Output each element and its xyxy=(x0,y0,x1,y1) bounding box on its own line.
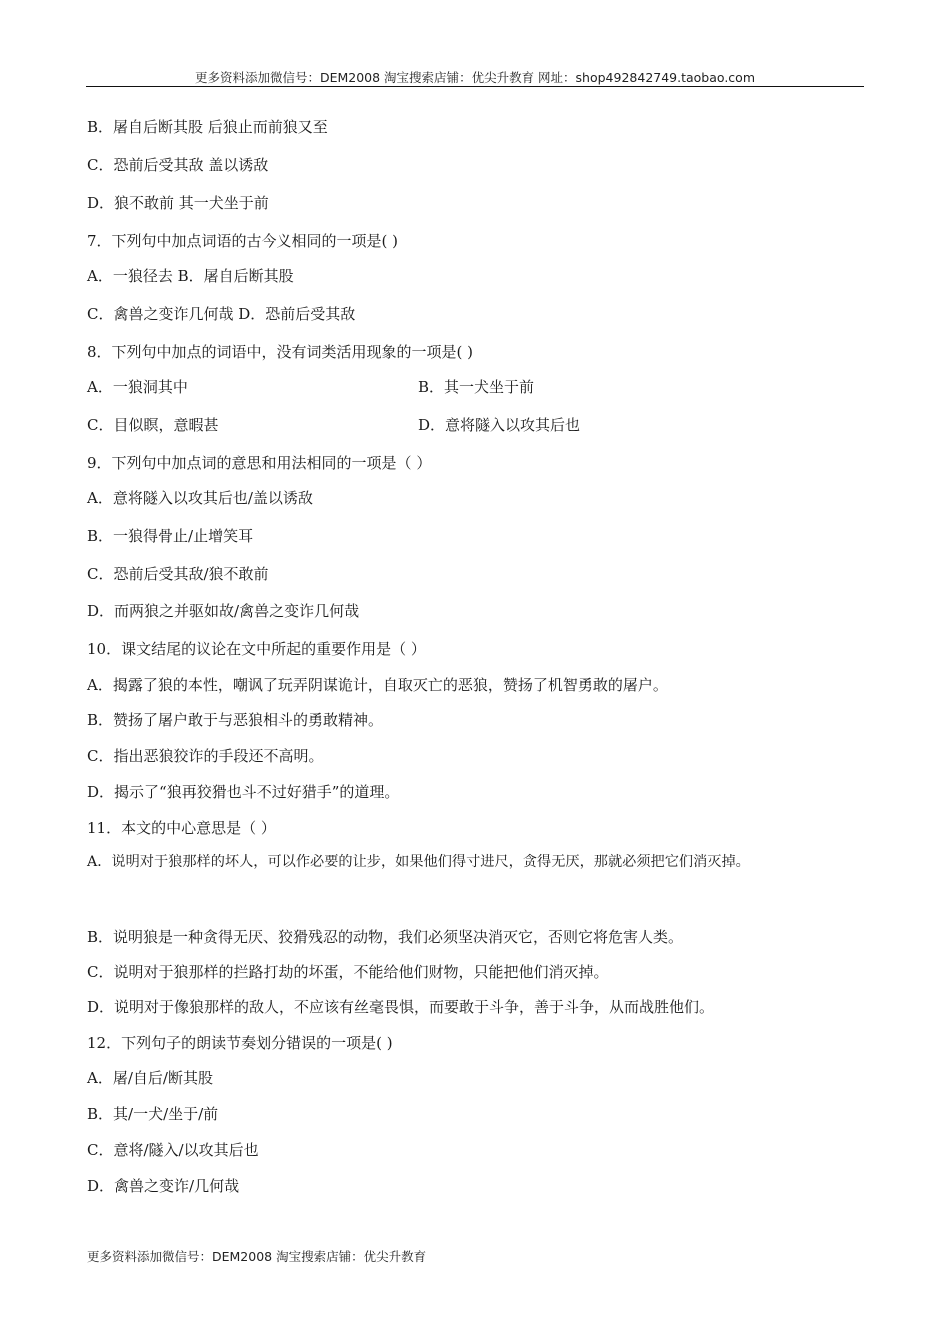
option-d: D．说明对于像狼那样的敌人，不应该有丝毫畏惧，而要敢于斗争，善于斗争，从而战胜他们。 xyxy=(87,998,715,1016)
option-a: A．揭露了狼的本性，嘲讽了玩弄阴谋诡计，自取灭亡的恶狼，赞扬了机智勇敢的屠户。 xyxy=(87,676,668,694)
option-line: A．一狼径去 B．屠自后断其股 xyxy=(87,267,294,285)
question-12: 12．下列句子的朗读节奏划分错误的一项是( ) xyxy=(87,1034,393,1052)
page-header: 更多资料添加微信号：DEM2008 淘宝搜索店铺：优尖升教育 网址：shop492842749.taobao.com xyxy=(194,70,756,85)
question-9: 9．下列句中加点词的意思和用法相同的一项是（ ） xyxy=(87,454,432,472)
option-c: C．目似瞑，意暇甚 xyxy=(87,416,219,434)
question-10: 10．课文结尾的议论在文中所起的重要作用是（ ） xyxy=(87,640,426,658)
page-footer: 更多资料添加微信号：DEM2008 淘宝搜索店铺：优尖升教育 xyxy=(87,1249,427,1264)
option-line: C．禽兽之变诈几何哉 D．恐前后受其敌 xyxy=(87,305,356,323)
option-c: C．意将/隧入/以攻其后也 xyxy=(87,1141,259,1159)
option-line: C．恐前后受其敌 盖以诱敌 xyxy=(87,156,269,174)
option-b: B．其一犬坐于前 xyxy=(418,378,535,396)
option-b: B．赞扬了屠户敢于与恶狼相斗的勇敢精神。 xyxy=(87,711,384,729)
question-11: 11．本文的中心意思是（ ） xyxy=(87,819,276,837)
question-7: 7．下列句中加点词语的古今义相同的一项是( ) xyxy=(87,232,399,250)
option-d: D．禽兽之变诈/几何哉 xyxy=(87,1177,240,1195)
option-line: D．狼不敢前 其一犬坐于前 xyxy=(87,194,269,212)
header-divider xyxy=(86,86,864,87)
option-a: A．说明对于狼那样的坏人，可以作必要的让步，如果他们得寸进尺，贪得无厌，那就必须把它们消灭掉。 xyxy=(87,854,750,870)
option-b: B．其/一犬/坐于/前 xyxy=(87,1105,219,1123)
option-d: D．揭示了“狼再狡猾也斗不过好猎手”的道理。 xyxy=(87,783,400,801)
option-b: B．说明狼是一种贪得无厌、狡猾残忍的动物，我们必须坚决消灭它，否则它将危害人类。 xyxy=(87,928,684,946)
option-c: C．恐前后受其敌/狼不敢前 xyxy=(87,565,269,583)
option-a: A．一狼洞其中 xyxy=(87,378,188,396)
option-a: A．屠/自后/断其股 xyxy=(87,1069,213,1087)
option-d: D．意将隧入以攻其后也 xyxy=(418,416,581,434)
option-line: B．屠自后断其股 后狼止而前狼又至 xyxy=(87,118,328,136)
option-a: A．意将隧入以攻其后也/盖以诱敌 xyxy=(87,489,313,507)
option-b: B．一狼得骨止/止增笑耳 xyxy=(87,527,254,545)
option-d: D．而两狼之并驱如故/禽兽之变诈几何哉 xyxy=(87,602,360,620)
option-c: C．指出恶狼狡诈的手段还不高明。 xyxy=(87,747,324,765)
question-8: 8．下列句中加点的词语中，没有词类活用现象的一项是( ) xyxy=(87,343,474,361)
option-c: C．说明对于狼那样的拦路打劫的坏蛋，不能给他们财物，只能把他们消灭掉。 xyxy=(87,963,609,981)
